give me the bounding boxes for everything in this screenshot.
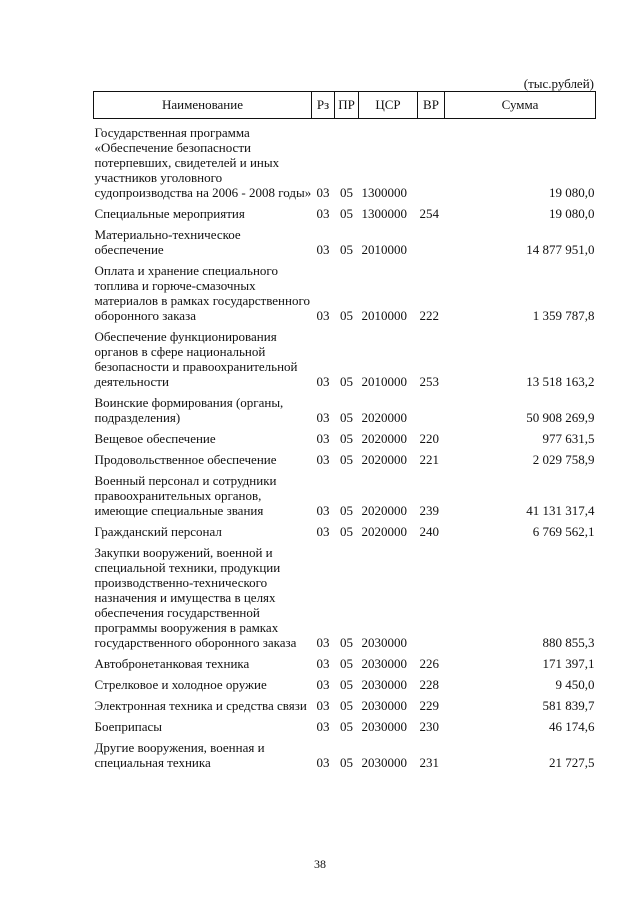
cell-sum: 171 397,1: [542, 656, 595, 671]
cell-sum: 1 359 787,8: [532, 308, 595, 323]
table-row: [94, 425, 596, 446]
cell-rz: 03: [316, 452, 330, 467]
cell-vr: 254: [419, 206, 439, 221]
cell-pr: 05: [340, 719, 353, 734]
header-csr: ЦСР: [359, 92, 418, 119]
cell-pr: 05: [340, 410, 353, 425]
cell-name: Закупки вооружений, военной и специальной техники, продукции производственно-технического назначения и имущества в целях обеспечения государственной программы вооружения в рамках государственного оборонного заказа: [94, 545, 297, 650]
cell-name: Оплата и хранение специального топлива и горюче-смазочных материалов в рамках государственного оборонного заказа: [94, 263, 310, 323]
units-label: (тыс.рублей): [523, 76, 594, 91]
header-vr: ВР: [418, 92, 445, 119]
table-header-row: [94, 92, 596, 119]
cell-vr: [418, 389, 445, 425]
cell-rz: 03: [316, 206, 330, 221]
cell-vr: 220: [419, 431, 439, 446]
cell-csr: 2030000: [361, 698, 407, 713]
cell-name: Гражданский персонал: [94, 524, 222, 539]
cell-vr: [418, 221, 445, 257]
cell-pr: 05: [340, 431, 353, 446]
cell-pr: 05: [340, 755, 353, 770]
table-row: [94, 200, 596, 221]
table-row: [94, 119, 596, 201]
cell-pr: 05: [340, 698, 353, 713]
table-row: [94, 671, 596, 692]
table-row: [94, 257, 596, 323]
cell-csr: 2030000: [361, 755, 407, 770]
cell-rz: 03: [316, 719, 330, 734]
cell-vr: [418, 119, 445, 201]
cell-vr: 229: [419, 698, 439, 713]
cell-name: Другие вооружения, военная и специальная техника: [94, 740, 265, 770]
table-row: [94, 323, 596, 389]
cell-pr: 05: [340, 308, 353, 323]
cell-rz: 03: [316, 374, 330, 389]
cell-rz: 03: [316, 410, 330, 425]
cell-sum: 19 080,0: [549, 206, 595, 221]
cell-sum: 19 080,0: [549, 185, 595, 200]
cell-sum: 21 727,5: [549, 755, 595, 770]
cell-name: Воинские формирования (органы, подразделения): [94, 395, 284, 425]
cell-name: Автобронетанковая техника: [94, 656, 250, 671]
cell-name: Государственная программа «Обеспечение безопасности потерпевших, свидетелей и иных участников уголовного судопроизводства на 2006 - 2008 годы»: [94, 125, 312, 200]
table-row: [94, 734, 596, 770]
header-pr: ПР: [335, 92, 359, 119]
cell-name: Боеприпасы: [94, 719, 163, 734]
table-body: [94, 119, 596, 771]
table-row: [94, 389, 596, 425]
cell-vr: 221: [419, 452, 439, 467]
cell-csr: 2010000: [361, 242, 407, 257]
header-name: Наименование: [94, 92, 312, 119]
page-number: 38: [314, 857, 326, 871]
cell-rz: 03: [316, 698, 330, 713]
cell-vr: 240: [419, 524, 439, 539]
table-row: [94, 221, 596, 257]
cell-pr: 05: [340, 242, 353, 257]
cell-sum: 880 855,3: [542, 635, 595, 650]
cell-name: Материально-техническое обеспечение: [94, 227, 241, 257]
cell-sum: 14 877 951,0: [526, 242, 595, 257]
cell-pr: 05: [340, 452, 353, 467]
cell-rz: 03: [316, 524, 330, 539]
cell-sum: 9 450,0: [555, 677, 595, 692]
cell-pr: 05: [340, 503, 353, 518]
cell-vr: 226: [419, 656, 439, 671]
cell-name: Специальные мероприятия: [94, 206, 245, 221]
cell-sum: 6 769 562,1: [532, 524, 595, 539]
cell-csr: 2030000: [361, 656, 407, 671]
cell-csr: 2020000: [361, 503, 407, 518]
cell-name: Военный персонал и сотрудники правоохранительных органов, имеющие специальные звания: [94, 473, 277, 518]
cell-csr: 2020000: [361, 410, 407, 425]
cell-pr: 05: [340, 524, 353, 539]
cell-csr: 2020000: [361, 431, 407, 446]
cell-sum: 2 029 758,9: [532, 452, 595, 467]
table-row: [94, 467, 596, 518]
cell-name: Стрелковое и холодное оружие: [94, 677, 267, 692]
cell-csr: 2020000: [361, 524, 407, 539]
budget-table: [93, 91, 596, 770]
cell-vr: [418, 539, 445, 650]
cell-csr: 2030000: [361, 719, 407, 734]
cell-vr: 253: [419, 374, 439, 389]
table-row: [94, 446, 596, 467]
cell-pr: 05: [340, 374, 353, 389]
cell-rz: 03: [316, 635, 330, 650]
cell-name: Вещевое обеспечение: [94, 431, 216, 446]
cell-rz: 03: [316, 677, 330, 692]
cell-vr: 239: [419, 503, 439, 518]
cell-vr: 230: [419, 719, 439, 734]
cell-csr: 1300000: [361, 185, 407, 200]
cell-pr: 05: [340, 656, 353, 671]
cell-sum: 581 839,7: [542, 698, 595, 713]
table-row: [94, 539, 596, 650]
cell-pr: 05: [340, 635, 353, 650]
cell-pr: 05: [340, 677, 353, 692]
table-row: [94, 713, 596, 734]
table-row: [94, 650, 596, 671]
cell-vr: 231: [419, 755, 439, 770]
cell-rz: 03: [316, 308, 330, 323]
cell-csr: 2030000: [361, 635, 407, 650]
cell-rz: 03: [316, 431, 330, 446]
cell-rz: 03: [316, 503, 330, 518]
cell-sum: 977 631,5: [542, 431, 595, 446]
cell-csr: 1300000: [361, 206, 407, 221]
cell-name: Электронная техника и средства связи: [94, 698, 307, 713]
cell-rz: 03: [316, 656, 330, 671]
cell-pr: 05: [340, 206, 353, 221]
header-sum: Сумма: [445, 92, 596, 119]
cell-vr: 222: [419, 308, 439, 323]
cell-sum: 41 131 317,4: [526, 503, 595, 518]
cell-rz: 03: [316, 185, 330, 200]
table-row: [94, 692, 596, 713]
cell-csr: 2020000: [361, 452, 407, 467]
cell-csr: 2010000: [361, 374, 407, 389]
cell-name: Обеспечение функционирования органов в сфере национальной безопасности и правоохранительной деятельности: [94, 329, 298, 389]
cell-rz: 03: [316, 755, 330, 770]
cell-sum: 46 174,6: [549, 719, 595, 734]
cell-pr: 05: [340, 185, 353, 200]
cell-rz: 03: [316, 242, 330, 257]
cell-name: Продовольственное обеспечение: [94, 452, 277, 467]
cell-vr: 228: [419, 677, 439, 692]
cell-sum: 13 518 163,2: [526, 374, 595, 389]
header-rz: Рз: [312, 92, 335, 119]
cell-csr: 2030000: [361, 677, 407, 692]
table-row: [94, 518, 596, 539]
cell-sum: 50 908 269,9: [526, 410, 595, 425]
cell-csr: 2010000: [361, 308, 407, 323]
